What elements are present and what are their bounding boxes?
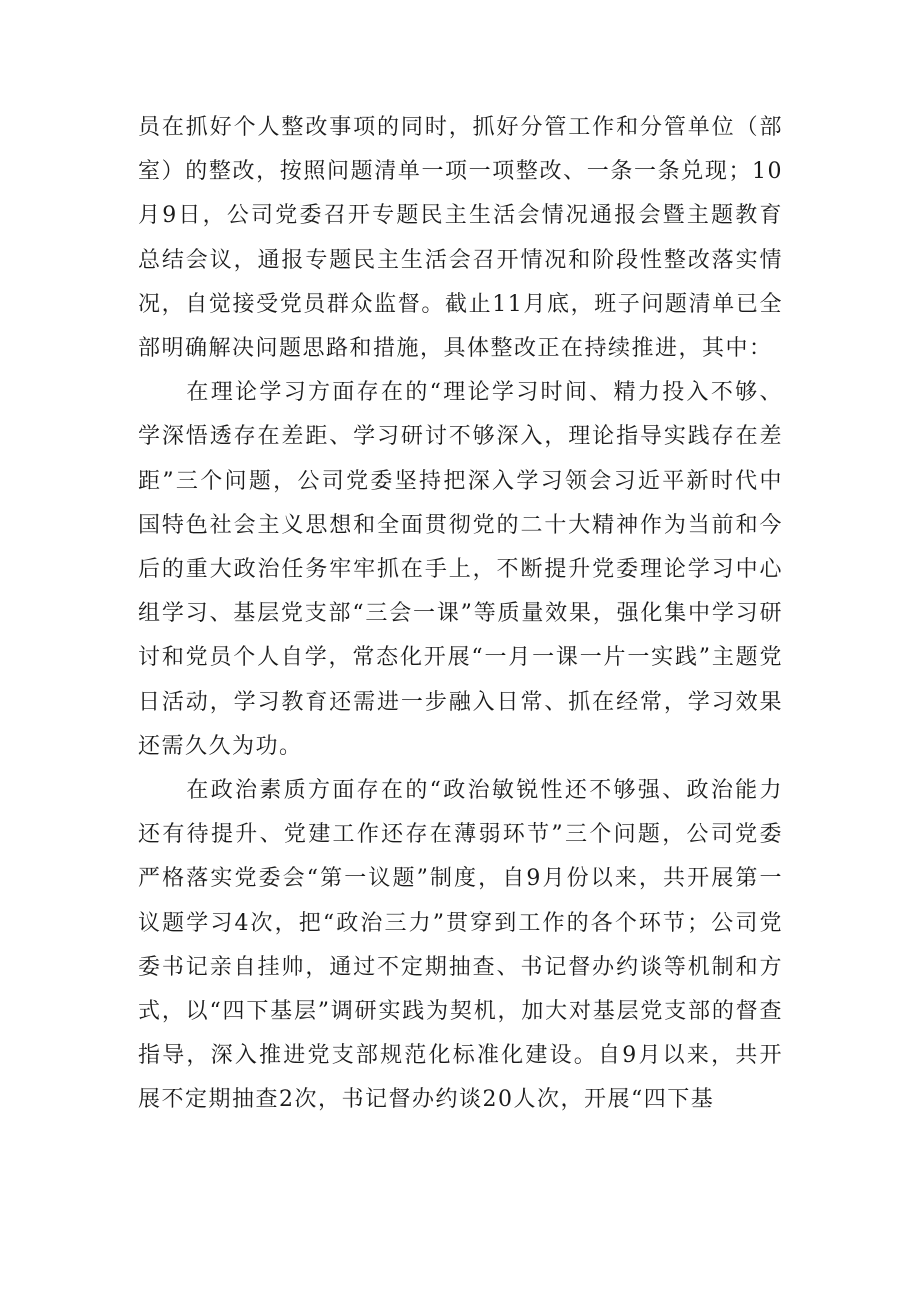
document-body [138, 106, 783, 1123]
paragraph-continuation: 员在抓好个人整改事项的同时，抓好分管工作和分管单位（部室）的整改，按照问题清单一项一项整改、一条一条兑现；10月9日，公司党委召开专题民主生活会情况通报会暨主题教育总结会议，通报专题民主生活会召开情况和阶段性整改落实情况，自觉接受党员群众监督。截止11月底，班子问题清单已全部明确解决问题思路和措施，具体整改正在持续推进，其中： [138, 115, 783, 362]
paragraph-political-quality: 在政治素质方面存在的“政治敏锐性还不够强、政治能力还有待提升、党建工作还存在薄弱环节”三个问题，公司党委严格落实党委会“第一议题”制度，自9月份以来，共开展第一议题学习4次，把“政治三力”贯穿到工作的各个环节；公司党委书记亲自挂帅，通过不定期抽查、书记督办约谈等机制和方式，以“四下基层”调研实践为契机，加大对基层党支部的督查指导，深入推进党支部规范化标准化建设。自9月以来，共开展不定期抽查2次，书记督办约谈20人次，开展“四下基 [138, 778, 783, 1113]
paragraph-theory-study: 在理论学习方面存在的“理论学习时间、精力投入不够、学深悟透存在差距、学习研讨不够深入，理论指导实践存在差距”三个问题，公司党委坚持把深入学习领会习近平新时代中国特色社会主义思想和全面贯彻党的二十大精神作为当前和今后的重大政治任务牢牢抓在手上，不断提升党委理论学习中心组学习、基层党支部“三会一课”等质量效果，强化集中学习研讨和党员个人自学，常态化开展“一月一课一片一实践”主题党日活动，学习教育还需进一步融入日常、抓在经常，学习效果还需久久为功。 [138, 380, 783, 759]
